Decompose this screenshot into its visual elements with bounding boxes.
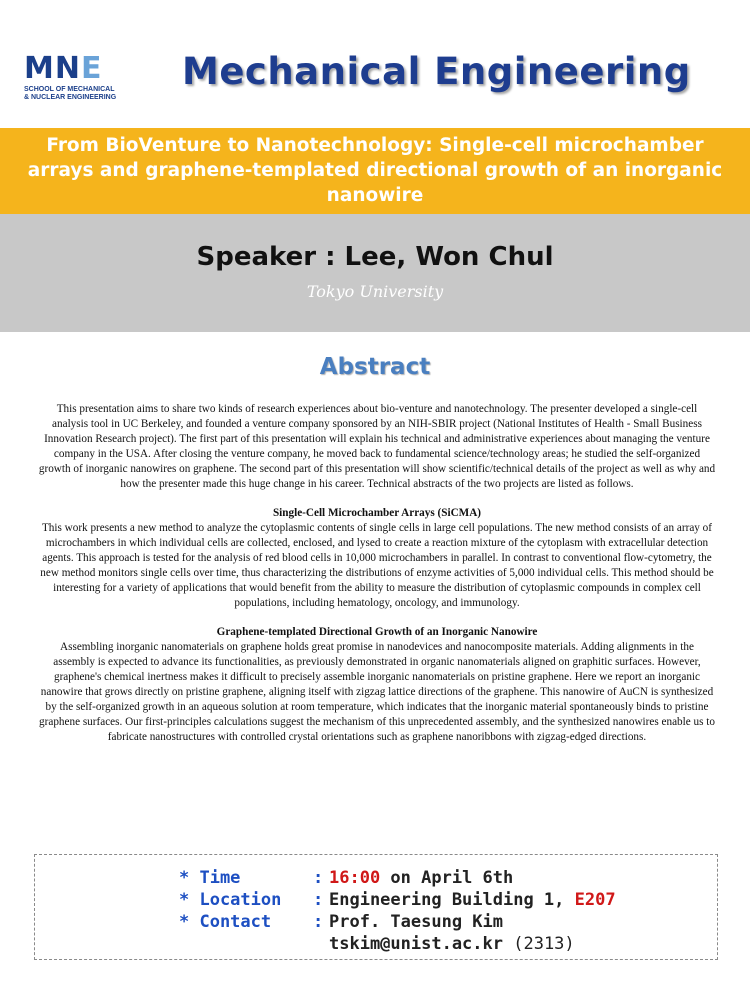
contact-email-row <box>179 933 616 955</box>
abstract-heading: Abstract <box>319 354 431 380</box>
school-logo <box>24 51 142 104</box>
speaker-band <box>0 214 750 332</box>
logo-line-1: SCHOOL OF MECHANICAL <box>24 86 115 93</box>
speaker-name: Speaker : Lee, Won Chul <box>196 242 554 272</box>
time-colon: : <box>313 868 324 888</box>
title-band <box>0 128 750 214</box>
department-title: Mechanical Engineering <box>182 50 691 93</box>
time-label: * Time <box>179 868 241 888</box>
time-row <box>179 867 616 889</box>
contact-email[interactable]: tskim@unist.ac.kr <box>329 934 503 954</box>
location-building: Engineering Building 1, <box>329 890 575 910</box>
event-info-box <box>34 854 718 960</box>
logo-mark-main: MN <box>24 51 81 86</box>
time-date: on April 6th <box>380 868 514 888</box>
logo-mark-accent: E <box>80 51 103 86</box>
logo-subtitle <box>24 86 116 102</box>
logo-line-2: & NUCLEAR ENGINEERING <box>24 94 117 101</box>
talk-title-line-2: arrays and graphene-templated directional growth of an inorganic <box>27 160 723 181</box>
location-label: * Location <box>179 890 282 910</box>
logo-mark <box>24 51 103 86</box>
time-value: 16:00 <box>329 868 381 888</box>
section-2-body: Assembling inorganic nanomaterials on graphene holds great promise in nanodevices and nanocomposite materials. Adding alignments in the assembly is expected to advance its functionalities, as previously demonstrated in organic nanomaterials aligned on graphitic surfaces. However, graphene's chemical inertness makes it difficult to precisely assemble inorganic nanomaterials on pristine graphene. Here we report an inorganic nanowire that grows directly on pristine graphene, aligning itself with zigzag lattice directions of the graphene. This nanowire of AuCN is synthesized by the self-organized growth in an aqueous solution at room temperature, which indicates that the inorganic material spontaneously binds to pristine graphene surfaces. Our first-principles calculations suggest the mechanism of this unprecedented assembly, and the synthesized nanowires enable us to fabricate nanostructures with controlled crystal orientations such as graphene nanoribbons with zigzag-edged directions. <box>39 641 715 743</box>
talk-title-line-3: nanowire <box>326 185 424 206</box>
talk-title-line-1: From BioVenture to Nanotechnology: Single-cell microchamber <box>46 135 704 156</box>
header <box>0 0 750 128</box>
location-row <box>179 889 616 911</box>
contact-colon: : <box>313 912 324 932</box>
abstract-body <box>38 402 716 745</box>
location-room: E207 <box>574 890 616 910</box>
contact-extension: (2313) <box>503 934 575 954</box>
section-2-title: Graphene-templated Directional Growth of an Inorganic Nanowire <box>216 626 538 638</box>
section-1-title: Single-Cell Microchamber Arrays (SiCMA) <box>272 507 482 519</box>
contact-name: Prof. Taesung Kim <box>329 912 503 932</box>
event-info-rows <box>179 867 616 955</box>
talk-title <box>0 133 750 208</box>
abstract-intro: This presentation aims to share two kinds of research experiences about bio-venture and nanotechnology. The presenter developed a single-cell analysis tool in UC Berkeley, and founded a venture company sponsored by an NIH-SBIR project (National Institutes of Health - Small Business Innovation Research project). The first part of this presentation will explain his technical and administrative experiences about managing the venture company in the USA. After closing the venture company, he moved back to fundamental science/technology areas; he studied the self-organized growth of inorganic nanowires on graphene. The second part of this presentation will show scientific/technical details of the project as well as why and how the presenter made this huge change in his career. Technical abstracts of the two projects are listed as follows. <box>38 403 716 490</box>
section-1-body: This work presents a new method to analyze the cytoplasmic contents of single cells in large cell populations. The new method consists of an array of microchambers in which individual cells are collected, enclosed, and lysed to create a reaction mixture of the cytoplasm with extracellular detection agents. This approach is tested for the analysis of red blood cells in 10,000 microchambers in parallel. In contrast to conventional flow-cytometry, the new method monitors single cells over time, thus characterizing the distributions of enzyme activities of 5,000 individual cells. This method should be interesting for a variety of applications that would benefit from the ability to measure the distribution of cytoplasmic compounds in complex cell populations, including hematology, oncology, and immunology. <box>40 522 714 609</box>
speaker-affiliation: Tokyo University <box>306 282 444 301</box>
contact-row <box>179 911 616 933</box>
contact-label: * Contact <box>179 912 272 932</box>
location-colon: : <box>313 890 324 910</box>
